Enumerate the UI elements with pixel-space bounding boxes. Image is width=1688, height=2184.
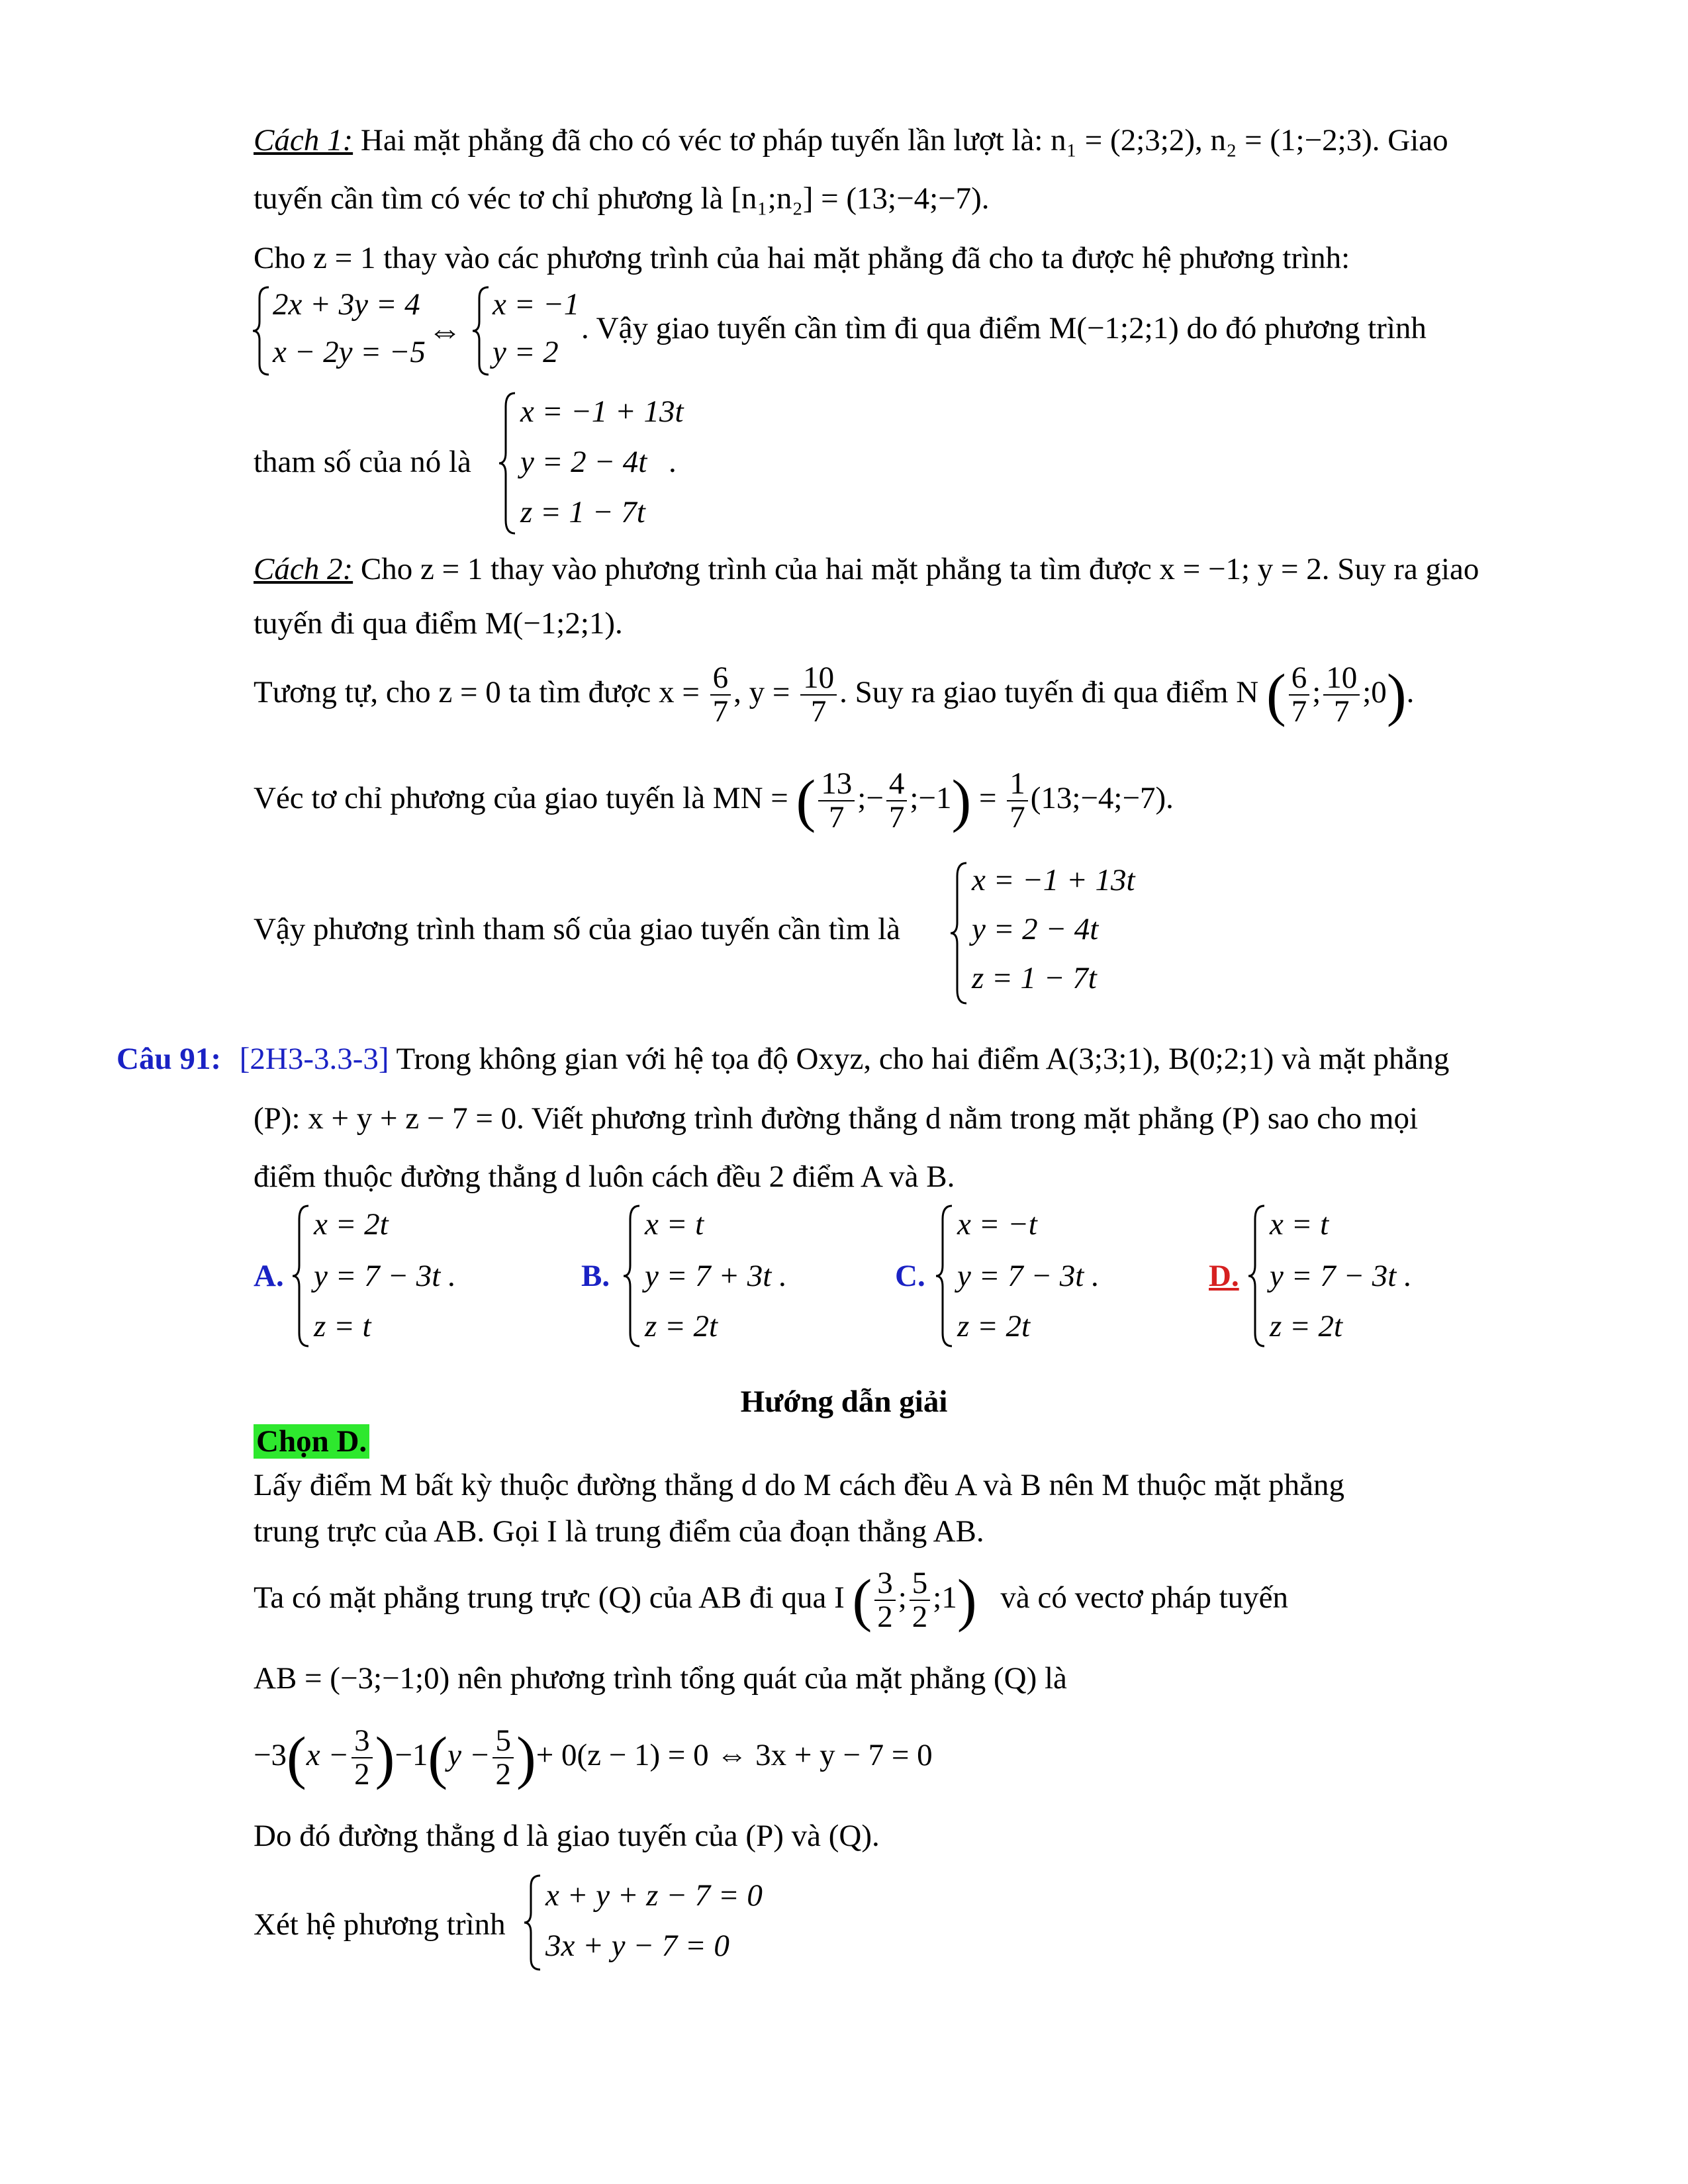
- answer-highlight: Chọn D.: [254, 1424, 369, 1459]
- question-line2: (P): x + y + z − 7 = 0. Viết phương trình đường thẳng d nằm trong mặt phẳng (P) sao cho mọi: [254, 1101, 1419, 1136]
- option-a-label: A.: [254, 1259, 284, 1293]
- option-d-row3: z = 2t: [1270, 1309, 1343, 1343]
- cach2-line4: Véc tơ chỉ phương của giao tuyến là MN = ( $\frac{13}{7}$ ;− $\frac{4}{7}$ ;−1) = $\frac{1}{7}$ (13;−4;−7).: [254, 766, 1174, 835]
- sys2-row2: y = 2: [492, 335, 559, 369]
- brace-icon: [935, 1203, 955, 1349]
- frac-den: 2: [495, 1757, 511, 1792]
- cach1-line5: tham số của nó là: [254, 445, 471, 479]
- question-line1: [117, 1040, 1449, 1077]
- paren-open: (: [796, 768, 816, 834]
- sys2-row1: x = −1: [492, 287, 580, 322]
- frac-den: 7: [712, 694, 729, 729]
- paren-close: ): [516, 1725, 536, 1791]
- frac-num: 13: [818, 768, 855, 801]
- answer-line: [254, 1423, 369, 1460]
- eq-rest: + 0(z − 1) = 0 ⇔ 3x + y − 7 = 0: [536, 1738, 933, 1773]
- option-d-label: D.: [1209, 1259, 1239, 1293]
- frac-den: 7: [888, 800, 905, 835]
- solution-line1: Lấy điểm M bất kỳ thuộc đường thẳng d do M cách đều A và B nên M thuộc mặt phẳng: [254, 1468, 1345, 1502]
- fraction-5-2: [492, 1725, 514, 1792]
- final-sys-row2: 3x + y − 7 = 0: [545, 1929, 729, 1963]
- cach2-text4b: (13;−4;−7).: [1030, 781, 1174, 816]
- frac-den: 7: [829, 800, 845, 835]
- brace-icon: [523, 1873, 543, 1972]
- option-c-label: C.: [895, 1259, 925, 1293]
- par1-y: y = 2 − 4t: [520, 445, 647, 479]
- solution-text3a: Ta có mặt phẳng trung trực (Q) của AB đi qua I: [254, 1580, 845, 1615]
- cach2-text1: Cho z = 1 thay vào phương trình của hai mặt phẳng ta tìm được x = −1; y = 2. Suy ra giao: [360, 552, 1479, 586]
- frac-den: 7: [810, 694, 827, 729]
- cach2-line3: Tương tự, cho z = 0 ta tìm được x = $\frac{6}{7}$ , y = $\frac{10}{7}$ . Suy ra giao tuyến đi qua điểm N ( $\frac{6}{7}$ ; $\frac{10}{7}$ ;0).: [254, 660, 1415, 729]
- fraction-1-7: [1007, 768, 1028, 835]
- cach1-label: Cách 1:: [254, 123, 353, 158]
- frac-num: 1: [1007, 768, 1028, 801]
- frac-den: 7: [1291, 694, 1307, 729]
- cach1-line4: . Vậy giao tuyến cần tìm đi qua điểm M(−1;2;1) do đó phương trình: [581, 311, 1427, 345]
- frac-den: 7: [1009, 800, 1025, 835]
- brace-icon: [471, 285, 491, 377]
- option-d-row1: x = t: [1270, 1207, 1329, 1242]
- option-a-row3: z = t: [314, 1309, 371, 1343]
- solution-line4: AB = (−3;−1;0) nên phương trình tổng quát của mặt phẳng (Q) là: [254, 1661, 1067, 1696]
- question-code: [2H3-3.3-3]: [239, 1042, 389, 1076]
- paren-close: ): [951, 768, 972, 834]
- frac-num: 5: [492, 1725, 514, 1758]
- paren-close: ): [375, 1725, 395, 1791]
- solution-line3: Ta có mặt phẳng trung trực (Q) của AB đi qua I ( $\frac{3}{2}$ ; $\frac{5}{2}$ ;1) và có vectơ pháp tuyến: [254, 1566, 1288, 1635]
- solution-equation: [254, 1725, 933, 1792]
- cach2-text4a: Véc tơ chỉ phương của giao tuyến là MN =: [254, 781, 788, 816]
- brace-icon: [498, 390, 518, 536]
- cach2-line2: tuyến đi qua điểm M(−1;2;1).: [254, 606, 623, 641]
- frac-den: 7: [1334, 694, 1350, 729]
- option-c-row2: y = 7 − 3t .: [957, 1259, 1100, 1293]
- fraction-10-7: [800, 662, 837, 729]
- brace-icon: [622, 1203, 642, 1349]
- solution-text3b: và có vectơ pháp tuyến: [1000, 1580, 1288, 1615]
- cach2-line1: [254, 551, 1479, 588]
- solution-line2: trung trực của AB. Gọi I là trung điểm của đoạn thẳng AB.: [254, 1514, 984, 1549]
- cach1-text1: Hai mặt phẳng đã cho có véc tơ pháp tuyến lần lượt là: n₁ = (2;3;2), n₂ = (1;−2;3). Giao: [360, 123, 1448, 158]
- option-b-row2: y = 7 + 3t .: [645, 1259, 787, 1293]
- component-z: ;−1: [910, 781, 952, 816]
- cach2-text3c: . Suy ra giao tuyến đi qua điểm N: [839, 675, 1259, 710]
- frac-num: 4: [886, 768, 908, 801]
- option-a-row1: x = 2t: [314, 1207, 389, 1242]
- point-z: ;1: [933, 1580, 957, 1615]
- frac-den: 2: [354, 1757, 370, 1792]
- question-line3: điểm thuộc đường thẳng d luôn cách đều 2 điểm A và B.: [254, 1160, 955, 1194]
- par1-dot: .: [669, 445, 677, 479]
- frac-num: 3: [352, 1725, 373, 1758]
- brace-icon: [1247, 1203, 1267, 1349]
- brace-icon: [949, 860, 969, 1006]
- fraction-6-7: [1289, 662, 1310, 729]
- par2-y: y = 2 − 4t: [972, 912, 1099, 946]
- paren-open: (: [1266, 662, 1286, 728]
- fraction-6-7: [710, 662, 731, 729]
- option-a-row2: y = 7 − 3t .: [314, 1259, 456, 1293]
- final-sys-row1: x + y + z − 7 = 0: [545, 1878, 763, 1913]
- cach2-text3b: , y =: [733, 675, 790, 710]
- eq-coef-b: −1: [395, 1738, 428, 1773]
- eq-coef-a: −3: [254, 1738, 287, 1773]
- fraction-3-2: [874, 1567, 896, 1634]
- option-b-row3: z = 2t: [645, 1309, 718, 1343]
- fraction-13-7: [818, 768, 855, 835]
- option-b-label: B.: [581, 1259, 610, 1293]
- sys1-row2: x − 2y = −5: [273, 335, 426, 369]
- frac-num: 6: [710, 662, 731, 696]
- brace-icon: [252, 285, 271, 377]
- frac-num: 6: [1289, 662, 1310, 696]
- frac-num: 10: [800, 662, 837, 696]
- fraction-3-2: [352, 1725, 373, 1792]
- frac-num: 3: [874, 1567, 896, 1601]
- brace-icon: [291, 1203, 311, 1349]
- option-d-row2: y = 7 − 3t .: [1270, 1259, 1412, 1293]
- eq-y: y −: [447, 1738, 491, 1773]
- cach1-line3: Cho z = 1 thay vào các phương trình của hai mặt phẳng đã cho ta được hệ phương trình:: [254, 241, 1350, 275]
- frac-num: 5: [910, 1567, 931, 1601]
- frac-den: 2: [877, 1600, 893, 1635]
- option-b-row1: x = t: [645, 1207, 704, 1242]
- paren-open: (: [428, 1725, 448, 1791]
- question-text1: Trong không gian với hệ tọa độ Oxyz, cho hai điểm A(3;3;1), B(0;2;1) và mặt phẳng: [396, 1042, 1450, 1076]
- cach2-line5: Vậy phương trình tham số của giao tuyến cần tìm là: [254, 912, 901, 946]
- cach2-label: Cách 2:: [254, 552, 353, 586]
- paren-open: (: [287, 1725, 306, 1791]
- fraction-10-7: [1323, 662, 1360, 729]
- equiv-symbol: ⇔: [428, 312, 462, 350]
- solution-heading: Hướng dẫn giải: [740, 1385, 948, 1419]
- solution-line7: Xét hệ phương trình: [254, 1907, 506, 1942]
- cach1-line2: tuyến cần tìm có véc tơ chỉ phương là [n₁;n₂] = (13;−4;−7).: [254, 181, 990, 216]
- paren-open: (: [852, 1567, 872, 1633]
- solution-line6: Do đó đường thẳng d là giao tuyến của (P) và (Q).: [254, 1819, 880, 1853]
- par1-z: z = 1 − 7t: [520, 495, 645, 529]
- cach1-line1: [254, 122, 1448, 159]
- point-z: ;0: [1362, 675, 1387, 710]
- par1-x: x = −1 + 13t: [520, 394, 684, 429]
- cach2-text3a: Tương tự, cho z = 0 ta tìm được x =: [254, 675, 700, 710]
- fraction-5-2: [910, 1567, 931, 1634]
- par2-z: z = 1 − 7t: [972, 961, 1097, 995]
- option-c-row3: z = 2t: [957, 1309, 1031, 1343]
- fraction-4-7: [886, 768, 908, 835]
- frac-num: 10: [1323, 662, 1360, 696]
- option-c-row1: x = −t: [957, 1207, 1037, 1242]
- paren-close: ): [1386, 662, 1407, 728]
- paren-close: ): [957, 1567, 977, 1633]
- sys1-row1: 2x + 3y = 4: [273, 287, 420, 322]
- par2-x: x = −1 + 13t: [972, 863, 1135, 897]
- eq-x: x −: [306, 1738, 350, 1773]
- question-number: Câu 91:: [117, 1042, 221, 1076]
- frac-den: 2: [912, 1600, 928, 1635]
